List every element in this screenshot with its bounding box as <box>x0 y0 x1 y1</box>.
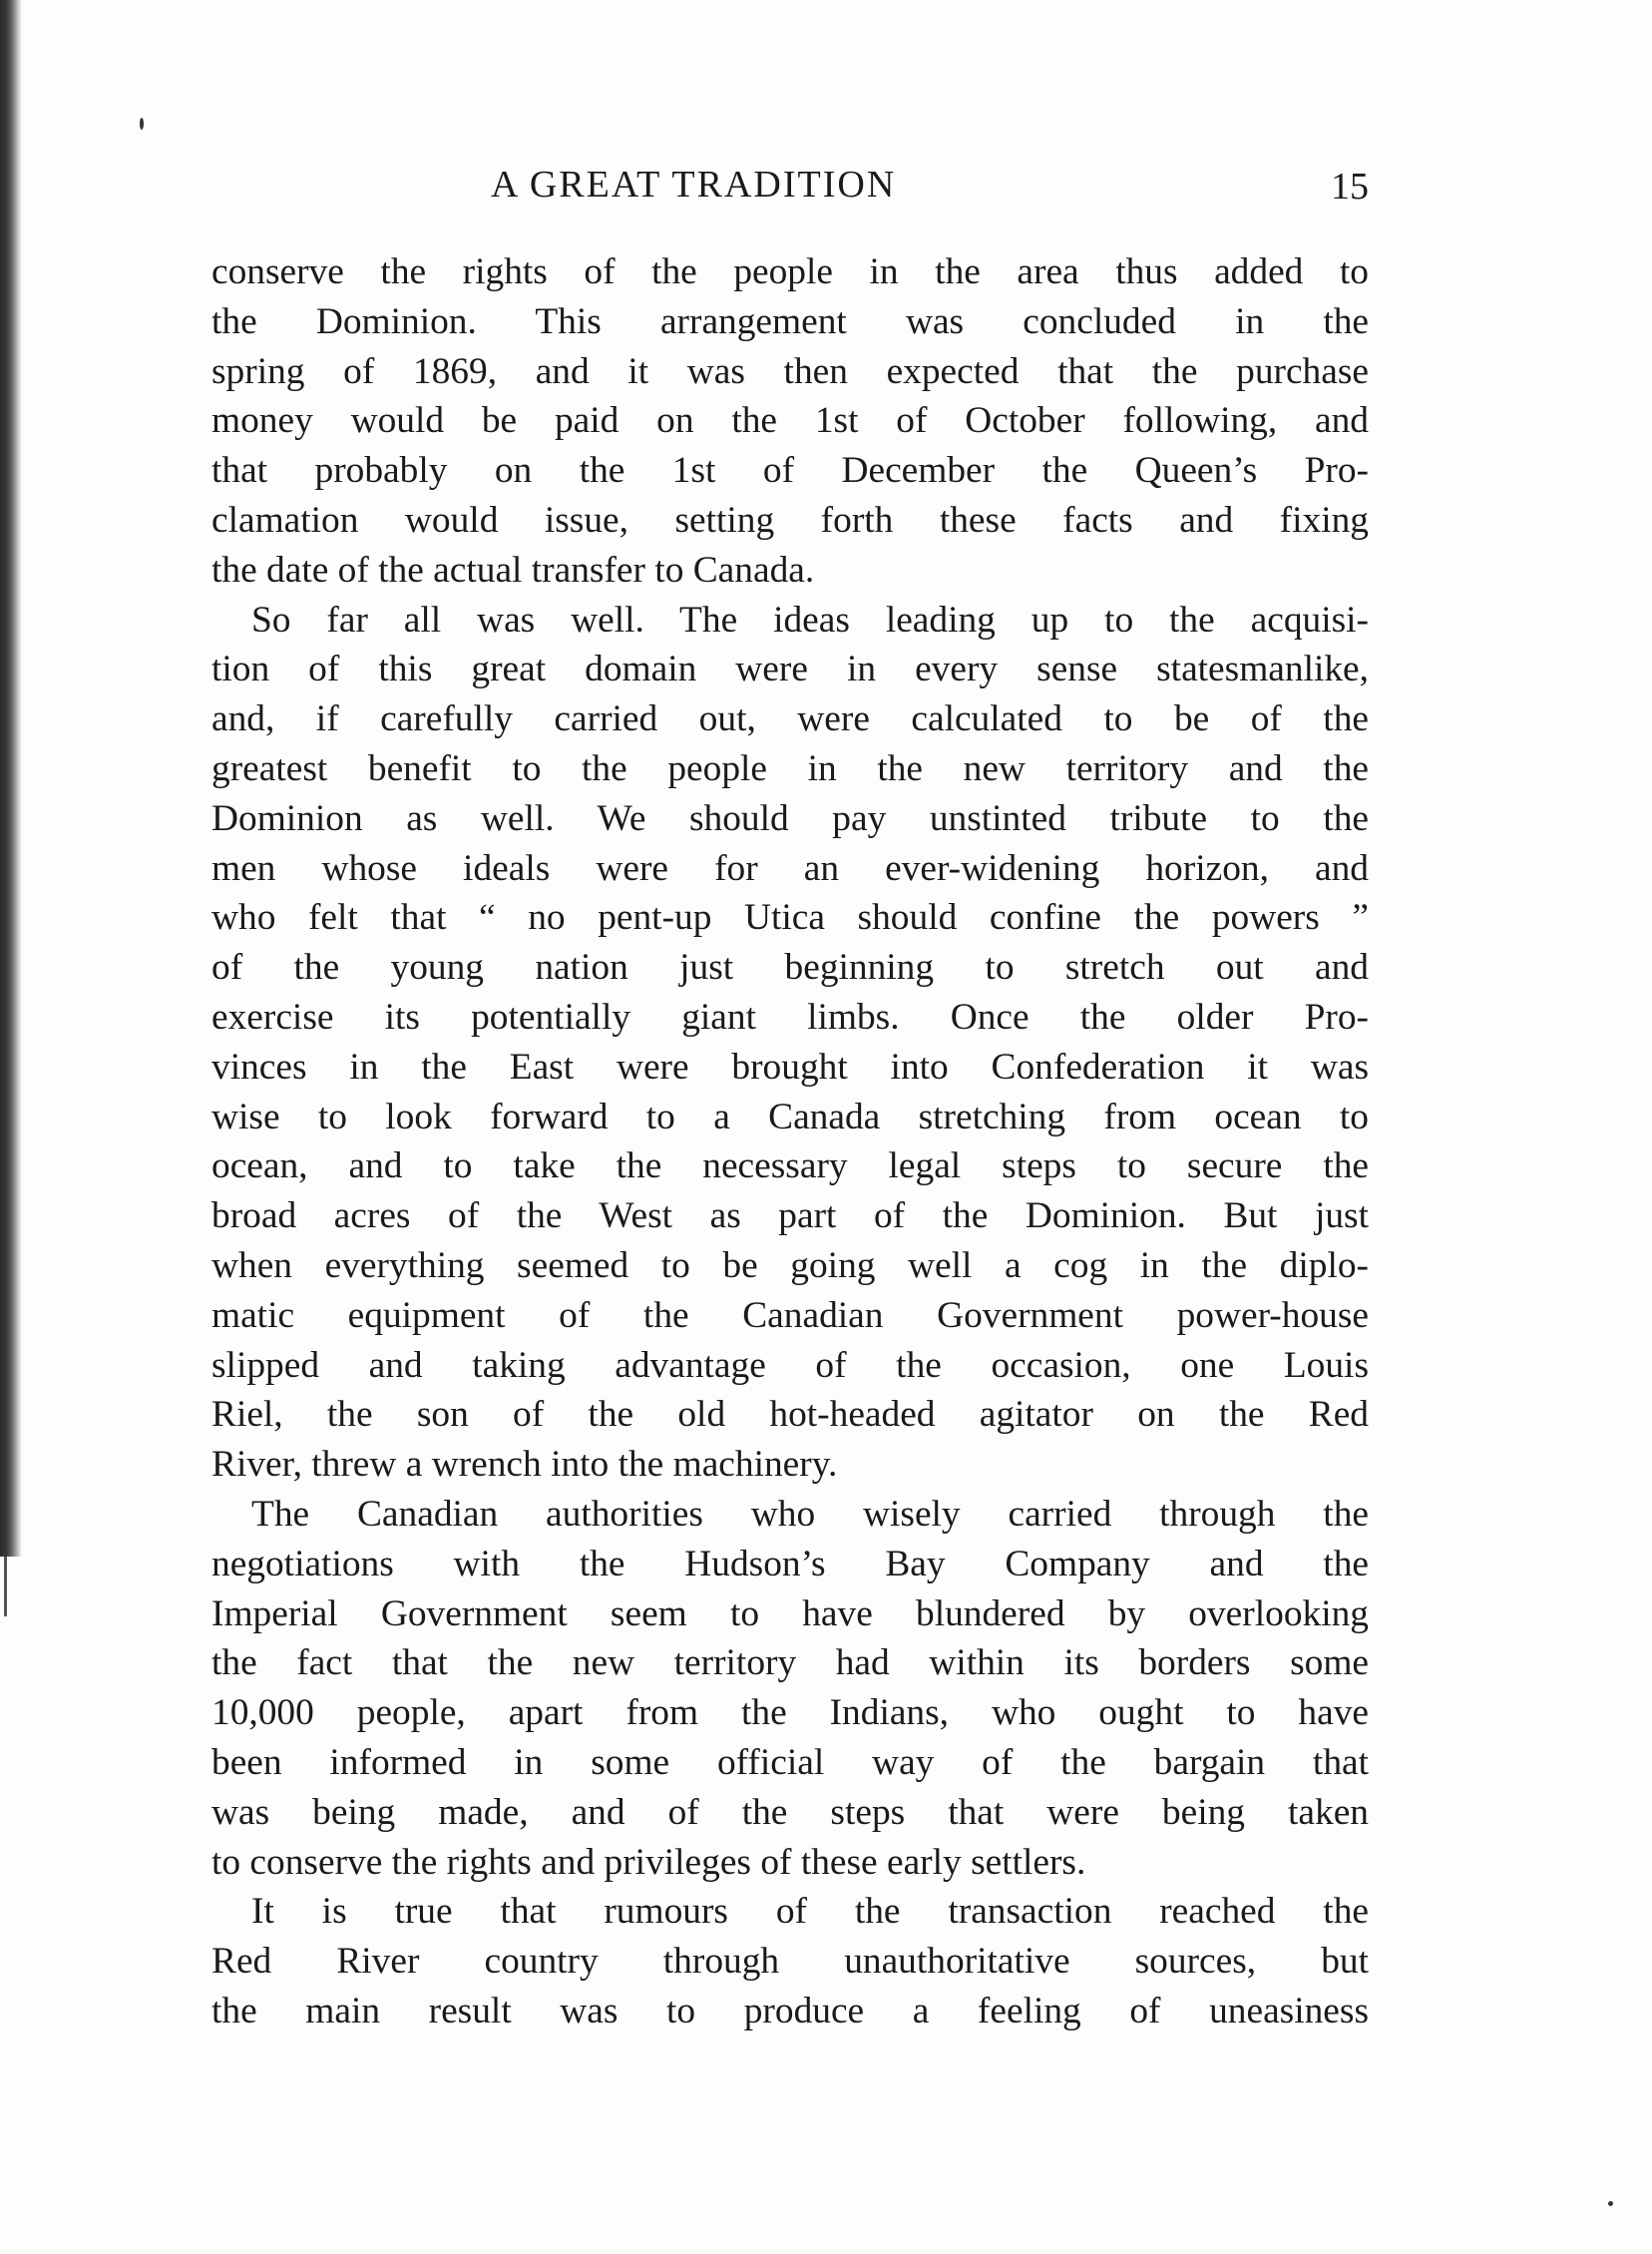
text-line: money would be paid on the 1st of October following, and <box>211 400 1369 442</box>
page-speck <box>1608 2201 1613 2206</box>
text-line: negotiations with the Hudson’s Bay Company and the <box>211 1543 1369 1584</box>
text-line: spring of 1869, and it was then expected that the purchase <box>211 350 1369 392</box>
body-text <box>211 247 1369 2036</box>
text-line: and, if carefully carried out, were calculated to be of the <box>211 698 1369 740</box>
text-line: Dominion as well. We should pay unstinted tribute to the <box>211 797 1369 839</box>
text-line: conserve the rights of the people in the area thus added to <box>211 251 1369 292</box>
text-line: been informed in some official way of the bargain that <box>211 1741 1369 1783</box>
text-line: It is true that rumours of the transaction reached the <box>251 1891 1369 1933</box>
text-line: Red River country through unauthoritative sources, but <box>211 1941 1369 1983</box>
text-line: vinces in the East were brought into Confederation it was <box>211 1046 1369 1088</box>
running-head <box>211 163 1369 217</box>
text-line: the main result was to produce a feeling of uneasiness <box>211 1990 1369 2031</box>
paragraph <box>211 596 1369 1490</box>
text-line: The Canadian authorities who wisely carried through the <box>251 1493 1369 1535</box>
text-line: River, threw a wrench into the machinery. <box>211 1444 838 1486</box>
text-line: 10,000 people, apart from the Indians, who ought to have <box>211 1692 1369 1734</box>
text-line: Imperial Government seem to have blundered by overlooking <box>211 1592 1369 1634</box>
text-line: who felt that “ no pent-up Utica should confine the powers ” <box>211 897 1369 939</box>
binding-mark <box>4 1557 7 1616</box>
binding-shadow <box>0 0 22 1557</box>
text-line: matic equipment of the Canadian Government power-house <box>211 1294 1369 1336</box>
paragraph <box>211 1490 1369 1887</box>
page-speck <box>140 118 144 130</box>
text-line: when everything seemed to be going well a cog in the diplo- <box>211 1244 1369 1286</box>
text-line: was being made, and of the steps that were being taken <box>211 1791 1369 1833</box>
text-line: ocean, and to take the necessary legal steps to secure the <box>211 1145 1369 1187</box>
text-line: the Dominion. This arrangement was concluded in the <box>211 300 1369 342</box>
paragraph <box>211 247 1369 596</box>
text-line: men whose ideals were for an ever-widening horizon, and <box>211 847 1369 889</box>
page-number: 15 <box>1331 166 1369 208</box>
text-line: that probably on the 1st of December the Queen’s Pro- <box>211 450 1369 492</box>
text-line: to conserve the rights and privileges of these early settlers. <box>211 1841 1086 1883</box>
text-line: broad acres of the West as part of the Dominion. But just <box>211 1195 1369 1237</box>
text-line: the fact that the new territory had within its borders some <box>211 1642 1369 1684</box>
paragraph <box>211 1887 1369 2035</box>
text-line: So far all was well. The ideas leading up to the acquisi- <box>251 599 1369 641</box>
text-line: the date of the actual transfer to Canada. <box>211 549 815 591</box>
text-line: wise to look forward to a Canada stretching from ocean to <box>211 1096 1369 1137</box>
text-line: of the young nation just beginning to stretch out and <box>211 947 1369 989</box>
text-line: Riel, the son of the old hot-headed agitator on the Red <box>211 1394 1369 1436</box>
text-line: exercise its potentially giant limbs. Once the older Pro- <box>211 996 1369 1038</box>
text-line: tion of this great domain were in every sense statesmanlike, <box>211 649 1369 690</box>
running-title: A GREAT TRADITION <box>491 164 897 206</box>
text-line: slipped and taking advantage of the occasion, one Louis <box>211 1344 1369 1386</box>
text-line: greatest benefit to the people in the new territory and the <box>211 747 1369 789</box>
text-line: clamation would issue, setting forth these facts and fixing <box>211 499 1369 541</box>
